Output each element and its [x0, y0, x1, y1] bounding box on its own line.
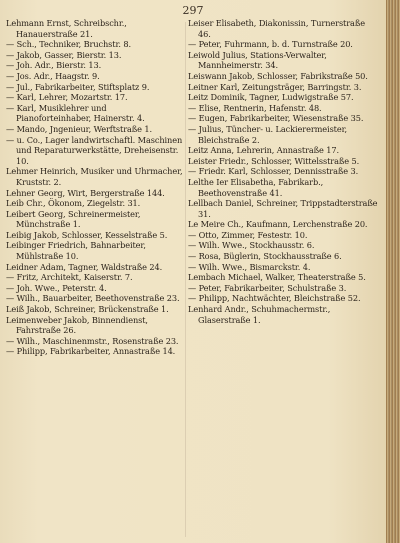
directory-entry: Leimenweber Jakob, Binnendienst, Fahrstraße 26. — [6, 314, 148, 336]
column-divider — [185, 22, 186, 537]
directory-entry: Leiser Elisabeth, Diakonissin, Turnerstraße 46. — [188, 18, 365, 39]
directory-entry: — Jakob, Gasser, Bierstr. 13. — [6, 49, 122, 60]
directory-entry: Leib Chr., Ökonom, Ziegelstr. 31. — [6, 198, 141, 209]
directory-entry: Lellbach Daniel, Schreiner, Trippstadterstraße 31. — [188, 198, 378, 219]
directory-entry: — Fritz, Architekt, Kaiserstr. 7. — [6, 272, 133, 283]
directory-entry: Leitz Dominik, Tagner, Ludwigstraße 57. — [188, 92, 354, 103]
directory-entry: Leibert Georg, Schreinermeister, Münchstraße 1. — [6, 208, 141, 230]
directory-entry: Leitz Anna, Lehrerin, Annastraße 17. — [188, 145, 339, 156]
directory-entry: — Sch., Techniker, Bruchstr. 8. — [6, 39, 131, 50]
directory-entry: — Philipp, Fabrikarbeiter, Annastraße 14. — [6, 346, 176, 357]
directory-entry: — Rosa, Büglerin, Stockhausstraße 6. — [188, 251, 342, 262]
right-column — [188, 18, 380, 325]
directory-entry: Leiswann Jakob, Schlosser, Fabrikstraße 50. — [188, 70, 368, 81]
left-column — [6, 18, 184, 357]
directory-entry: — Otto, Zimmer, Festestr. 10. — [188, 229, 308, 240]
directory-entry: — Mando, Jngenieur, Werftstraße 1. — [6, 123, 153, 134]
directory-entry: — Philipp, Nachtwächter, Bleichstraße 52. — [188, 293, 361, 304]
directory-entry: Lehner Georg, Wirt, Bergerstraße 144. — [6, 187, 165, 198]
directory-entry: Leibinger Friedrich, Bahnarbeiter, Mühlstraße 10. — [6, 240, 146, 262]
directory-entry: — Peter, Fuhrmann, b. d. Turnstraße 20. — [188, 39, 353, 50]
directory-entry: — Karl, Lehrer, Mozartstr. 17. — [6, 92, 128, 103]
directory-entry: — Jos. Adr., Haagstr. 9. — [6, 70, 100, 81]
directory-entry: — Peter, Fabrikarbeiter, Schulstraße 3. — [188, 282, 347, 293]
directory-entry: — Wilh., Maschinenmstr., Rosenstraße 23. — [6, 335, 179, 346]
directory-entry: Leiwold Julius, Stations-Verwalter, Mannheimerstr. 34. — [188, 49, 327, 71]
directory-entry: Lehmann Ernst, Schreibschr., Hanauerstraße 21. — [6, 18, 127, 39]
directory-entry: — Elise, Rentnerin, Hafenstr. 48. — [188, 102, 322, 113]
directory-entry: — Friedr. Karl, Schlosser, Dennisstraße 3. — [188, 166, 359, 177]
book-spine-edge — [386, 0, 400, 543]
directory-entry: — Wilh. Wwe., Bismarckstr. 4. — [188, 261, 311, 272]
directory-entry: — Wilh., Bauarbeiter, Beethovenstraße 23. — [6, 293, 180, 304]
page-number: 297 — [182, 4, 204, 17]
directory-entry: Lenhard Andr., Schuhmachermstr., Glaserstraße 1. — [188, 304, 331, 325]
directory-entry: — Karl, Musiklehrer und Pianoforteinhaber, Hainerstr. 4. — [6, 102, 145, 124]
directory-entry: Lehmer Heinrich, Musiker und Uhrmacher, Kruststr. 2. — [6, 166, 183, 187]
directory-entry: Leidner Adam, Tagner, Waldstraße 24. — [6, 261, 163, 272]
directory-entry: Lelthe Ier Elisabetha, Fabrikarb., Beethovenstraße 41. — [188, 176, 324, 198]
directory-entry: — Jul., Fabrikarbeiter, Stiftsplatz 9. — [6, 81, 150, 92]
directory-entry: — Eugen, Fabrikarbeiter, Wiesenstraße 35. — [188, 113, 364, 124]
directory-entry: — Joh. Adr., Bierstr. 13. — [6, 60, 102, 71]
directory-entry: — Joh. Wwe., Peterstr. 4. — [6, 282, 107, 293]
directory-entry: Le Meire Ch., Kaufmann, Lerchenstraße 20. — [188, 219, 368, 230]
directory-entry: Lembach Michael, Walker, Theaterstraße 5. — [188, 272, 366, 283]
directory-entry: Leibig Jakob, Schlosser, Kesselstraße 5. — [6, 229, 168, 240]
directory-entry: — Julius, Tüncher- u. Lackierermeister, Bleichstraße 2. — [188, 123, 348, 145]
directory-entry: Leitner Karl, Zeitungsträger, Barringstr. 3. — [188, 81, 362, 92]
directory-entry: — Wilh. Wwe., Stockhausstr. 6. — [188, 240, 315, 251]
directory-entry: Leiß Jakob, Schreiner, Brückenstraße 1. — [6, 304, 169, 315]
directory-entry: Leister Friedr., Schlosser, Wittelsstraße 5. — [188, 155, 360, 166]
directory-entry: — u. Co., Lager landwirtschaftl. Maschinen und Reparaturwerkstätte, Dreheisenstr. 10. — [6, 134, 183, 166]
